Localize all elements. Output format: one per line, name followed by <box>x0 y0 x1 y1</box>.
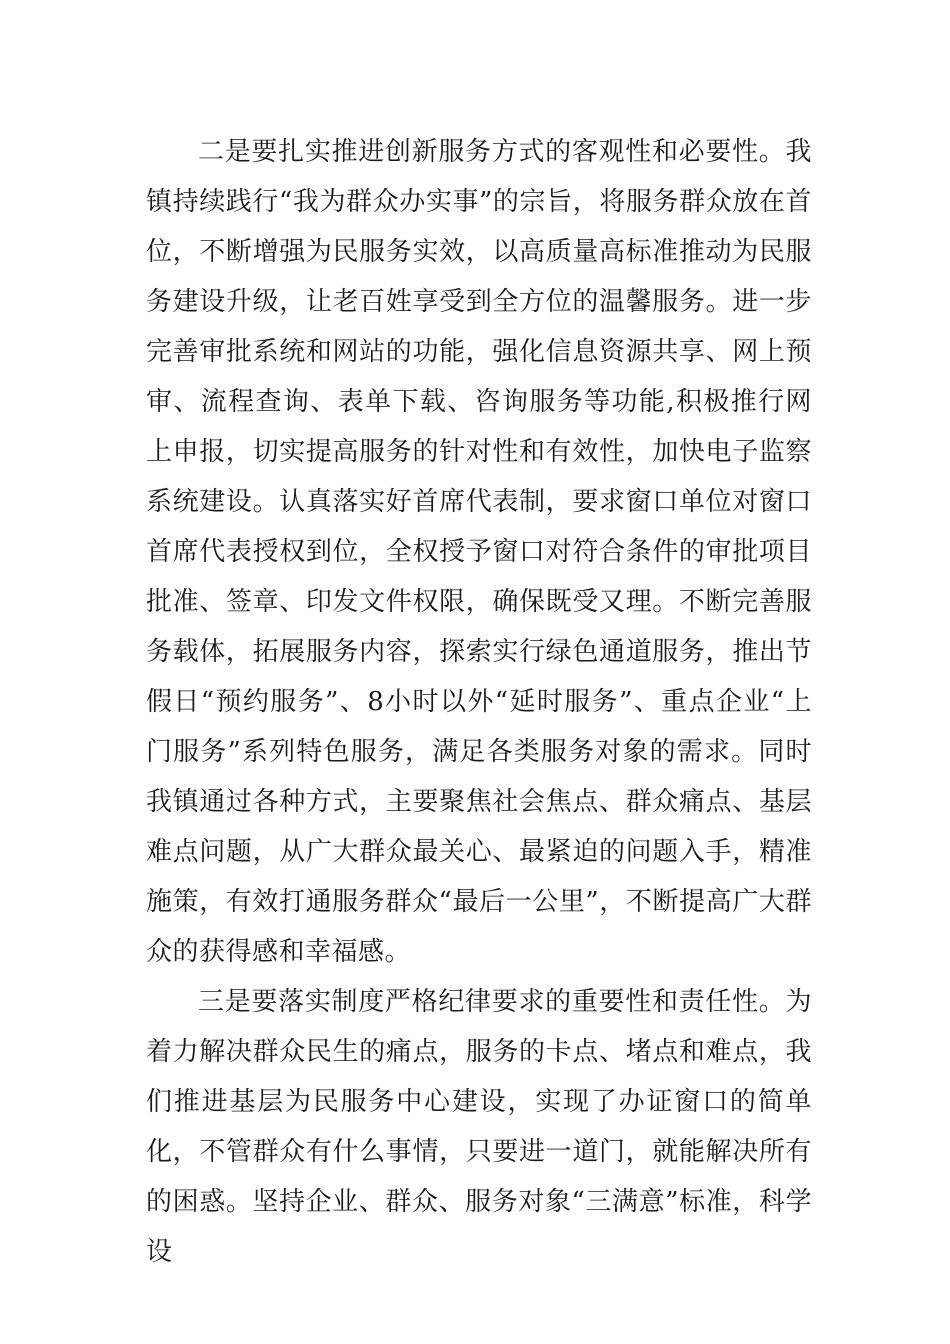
document-body <box>146 127 812 1277</box>
paragraph-innovation-services: 二是要扎实推进创新服务方式的客观性和必要性。我镇持续践行“我为群众办实事”的宗旨，将服务群众放在首位，不断增强为民服务实效，以高质量高标准推动为民服务建设升级，让老百姓享受到全方位的温馨服务。进一步完善审批系统和网站的功能，强化信息资源共享、网上预审、流程查询、表单下载、咨询服务等功能,积极推行网上申报，切实提高服务的针对性和有效性，加快电子监察系统建设。认真落实好首席代表制，要求窗口单位对窗口首席代表授权到位，全权授予窗口对符合条件的审批项目批准、签章、印发文件权限，确保既受又理。不断完善服务载体，拓展服务内容，探索实行绿色通道服务，推出节假日“预约服务”、8小时以外“延时服务”、重点企业“上门服务”系列特色服务，满足各类服务对象的需求。同时我镇通过各种方式，主要聚焦社会焦点、群众痛点、基层难点问题，从广大群众最关心、最紧迫的问题入手，精准施策，有效打通服务群众“最后一公里”，不断提高广大群众的获得感和幸福感。 <box>146 137 812 967</box>
paragraph-discipline-requirements: 三是要落实制度严格纪律要求的重要性和责任性。为着力解决群众民生的痛点，服务的卡点、堵点和难点，我们推进基层为民服务中心建设，实现了办证窗口的简单化，不管群众有什么事情，只要进一道门，就能解决所有的困惑。坚持企业、群众、服务对象“三满意”标准，科学设 <box>146 987 812 1267</box>
